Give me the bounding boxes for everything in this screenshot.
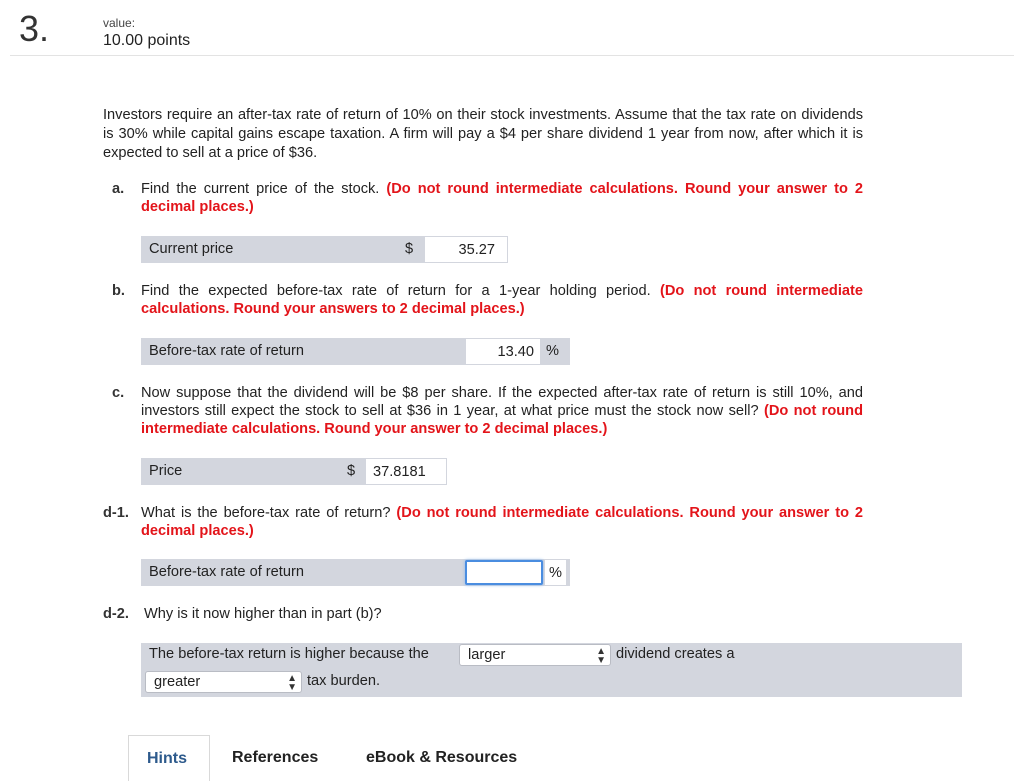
price-label: Price [149,463,183,479]
before-tax-b-value: 13.40 [497,344,534,360]
part-b-instruction: (Do not round intermediate calculations. Round your answers to 2 decimal places.) [141,283,863,317]
tab-hints-label: Hints [147,750,187,767]
answer-row-price [141,458,447,485]
dollar-sign: $ [347,463,356,479]
part-d2-letter: d-2. [103,606,129,622]
part-b-text: Find the expected before-tax rate of return for a 1-year holding period. [141,283,651,299]
tax-burden-value: greater [154,674,201,690]
percent-sign-b: % [546,343,559,359]
sentence-end: tax burden. [307,673,381,689]
part-d2-text: Why is it now higher than in part (b)? [144,606,382,622]
part-d1-text: What is the before-tax rate of return? [141,505,391,521]
part-a-letter: a. [112,181,125,197]
dividend-size-value: larger [468,647,506,663]
part-d1-instruction: (Do not round intermediate calculations. Round your answer to 2 decimal places.) [141,505,863,539]
tab-hints[interactable] [128,735,210,781]
tab-references-label: References [232,749,319,766]
part-c [0,384,870,442]
part-c-text: Now suppose that the dividend will be $8 per share. If the expected after-tax rate of return is still 10%, and investors still expect the stock to sell at $36 in 1 year, at what price must the stock now sell? [141,385,863,419]
sentence-mid: dividend creates a [616,646,735,662]
part-a-question [141,180,863,216]
part-b-question [141,282,863,318]
part-b [0,282,870,322]
part-a-instruction: (Do not round intermediate calculations. Round your answer to 2 decimal places.) [141,181,863,215]
select-arrows-icon: ▲ ▼ [596,646,606,666]
select-arrows-icon: ▲ ▼ [287,673,297,693]
before-tax-d1-label: Before-tax rate of return [149,564,304,580]
sentence-start: The before-tax return is higher because the [149,646,429,662]
part-c-letter: c. [112,385,125,401]
part-d1 [0,504,870,544]
dividend-size-select[interactable] [459,644,611,666]
dollar-sign: $ [405,241,414,257]
answer-row-before-tax-d1 [141,559,570,586]
question-number: 3. [19,8,50,49]
part-d1-question [141,504,863,540]
tab-references[interactable] [222,735,332,781]
current-price-value: 35.27 [458,242,495,258]
fill-in-sentence [141,643,962,697]
part-a-text: Find the current price of the stock. [141,181,380,197]
part-c-question [141,384,863,438]
price-input[interactable] [365,458,447,485]
before-tax-d1-input[interactable] [465,560,543,585]
tab-ebook-label: eBook & Resources [366,749,518,766]
points-value: 10.00 points [103,32,191,49]
tab-ebook-resources[interactable] [356,735,536,781]
answer-row-current-price [141,236,508,263]
current-price-label: Current price [149,241,234,257]
before-tax-b-input[interactable] [465,338,541,365]
current-price-input[interactable] [424,236,508,263]
part-a [0,180,870,220]
part-d1-letter: d-1. [103,505,129,521]
tax-burden-select[interactable] [145,671,302,693]
price-value: 37.8181 [373,464,426,480]
problem-statement: Investors require an after-tax rate of return of 10% on their stock investments. Assume that the tax rate on dividends is 30% while capital gains escape taxation. A firm will pay a $4 per share dividend 1 year from now, after which it is expected to sell at a price of $36. [103,107,863,161]
header-divider [10,55,1014,56]
part-b-letter: b. [112,283,125,299]
part-c-instruction: (Do not round intermediate calculations. Round your answer to 2 decimal places.) [141,403,863,437]
answer-row-before-tax-b [141,338,570,365]
percent-sign-d1: % [549,565,562,581]
percent-cell-d1 [544,559,567,586]
part-d2 [0,605,870,625]
before-tax-b-label: Before-tax rate of return [149,343,304,359]
value-label: value: [103,16,136,30]
